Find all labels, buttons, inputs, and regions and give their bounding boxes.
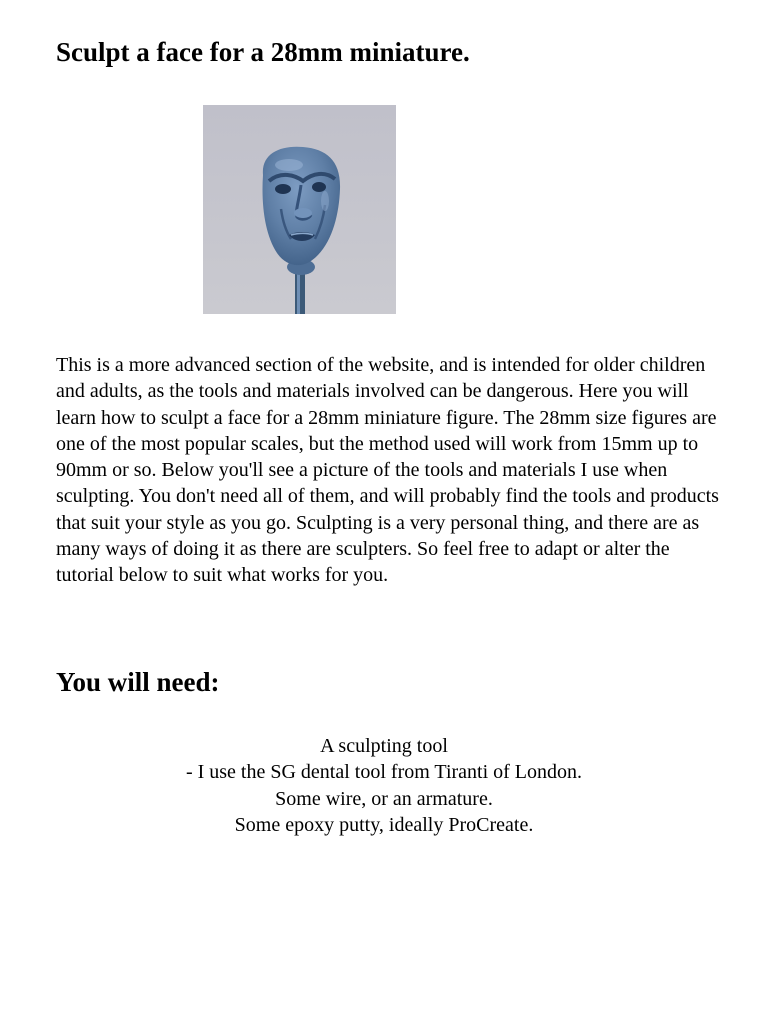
- page-title: Sculpt a face for a 28mm miniature.: [56, 37, 470, 67]
- sculpted-face-photo: [203, 105, 396, 314]
- intro-paragraph: This is a more advanced section of the website, and is intended for older children and adults, as the tools and materials involved can be dangerous. Here you will learn how to sculpt a face for a 28mm miniature figure. The 28mm size figures are one of the most popular scales, but the method used will work from 15mm up to 90mm or so. Below you'll see a picture of the tools and materials I use when sculpting. You don't need all of them, and will probably find the tools and products that suit your style as you go. Sculpting is a very personal thing, and there are as many ways of doing it as there are sculpters. So feel free to adapt or alter the tutorial below to suit what works for you.: [56, 354, 719, 587]
- sculpted-face-image: [203, 105, 396, 314]
- list-item: Some epoxy putty, ideally ProCreate.: [234, 813, 534, 836]
- needs-heading: You will need:: [56, 667, 220, 697]
- list-item: A sculpting tool: [320, 735, 448, 757]
- list-item: - I use the SG dental tool from Tiranti of London.: [185, 761, 583, 784]
- list-item: Some wire, or an armature.: [275, 787, 493, 810]
- needs-list: [56, 733, 712, 838]
